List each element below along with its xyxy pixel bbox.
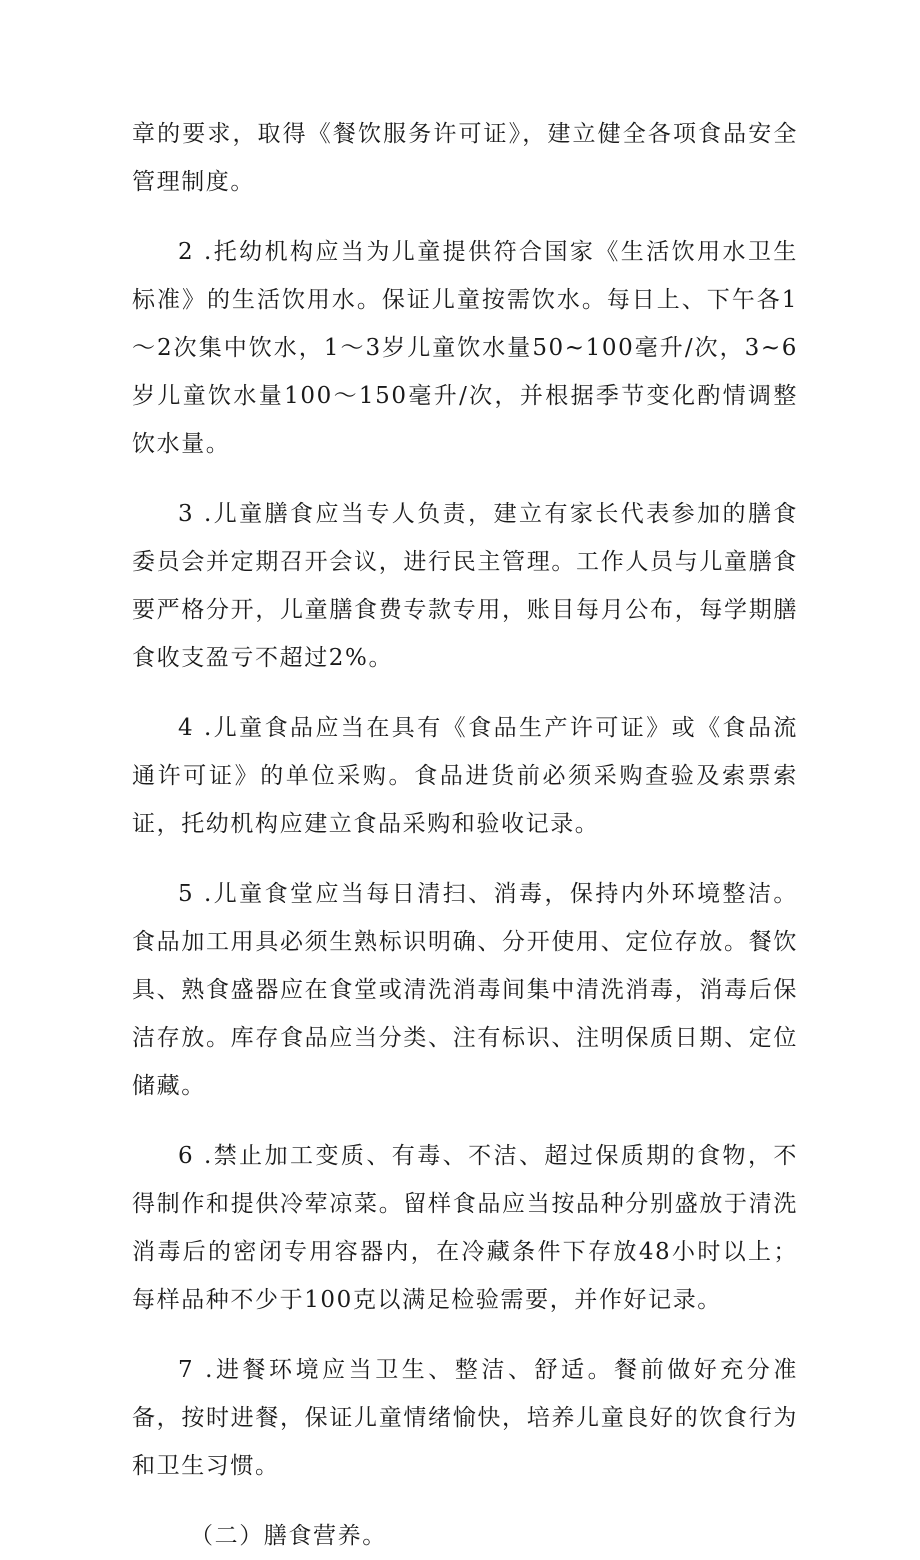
paragraph-item-7: 7 .进餐环境应当卫生、整洁、舒适。餐前做好充分准备，按时进餐，保证儿童情绪愉快，培养儿童良好的饮食行为和卫生习惯。 [132,1357,798,1479]
paragraph-item-3: 3 .儿童膳食应当专人负责，建立有家长代表参加的膳食委员会并定期召开会议，进行民主管理。工作人员与儿童膳食要严格分开，儿童膳食费专款专用，账目每月公布，每学期膳食收支盈亏不超过2%。 [132,501,798,671]
paragraph-continuation: 章的要求，取得《餐饮服务许可证》，建立健全各项食品安全管理制度。 [132,121,798,195]
paragraph-item-4: 4 .儿童食品应当在具有《食品生产许可证》或《食品流通许可证》的单位采购。食品进货前必须采购查验及索票索证，托幼机构应建立食品采购和验收记录。 [132,715,798,837]
section-heading: （二）膳食营养。 [190,1523,387,1549]
paragraph-item-5: 5 .儿童食堂应当每日清扫、消毒，保持内外环境整洁。食品加工用具必须生熟标识明确、分开使用、定位存放。餐饮具、熟食盛器应在食堂或清洗消毒间集中清洗消毒，消毒后保洁存放。库存食品应当分类、注有标识、注明保质日期、定位储藏。 [132,881,798,1099]
paragraph-item-6: 6 .禁止加工变质、有毒、不洁、超过保质期的食物，不得制作和提供冷荤凉菜。留样食品应当按品种分别盛放于清洗消毒后的密闭专用容器内，在冷藏条件下存放48小时以上；每样品种不少于100克以满足检验需要，并作好记录。 [132,1143,798,1313]
document-page [132,110,798,1560]
paragraph-item-2: 2 .托幼机构应当为儿童提供符合国家《生活饮用水卫生标准》的生活饮用水。保证儿童按需饮水。每日上、下午各1～2次集中饮水，1～3岁儿童饮水量50~100毫升/次，3~6岁儿童饮水量100～150毫升/次，并根据季节变化酌情调整饮水量。 [132,239,798,457]
